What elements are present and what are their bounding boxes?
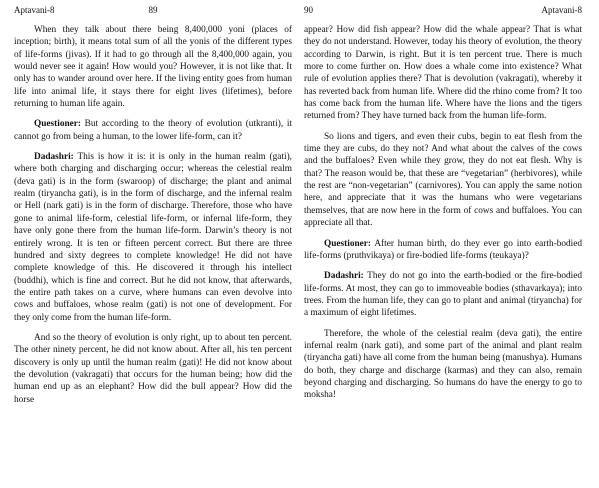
- right-page-header: [304, 5, 582, 19]
- answer-paragraph: [14, 151, 292, 324]
- question-text: But according to the theory of evolution (utkranti), it cannot go from being a human, to the lower life-form, can it?: [14, 119, 292, 142]
- answer-text: They do not go into the earth-bodied or the fire-bodied life-forms. At most, they can go to immoveable bodies (sthavarkaya); into trees. From the human life, they can go to plant and animal (tiryancha) for a maximum of eight lifetimes.: [304, 271, 582, 319]
- left-page-header: [14, 5, 292, 19]
- question-text: After human birth, do they ever go into earth-bodied life-forms (pruthvikaya) or fire-bodied life-forms (teukaya)?: [304, 238, 582, 261]
- left-header-title: Aptavani-8: [14, 5, 55, 15]
- questioner-label: Questioner:: [34, 119, 81, 130]
- dadashri-label: Dadashri:: [34, 152, 74, 163]
- left-page: [14, 0, 292, 488]
- paragraph: appear? How did fish appear? How did the whale appear? That is what they do not understand. However, today his theory of evolution, the theory according to Darwin, is right. But it is ten percent true. There is much more to come further on. How does a whale come into existence? What rule of evolution applies there? That is devolution (vakragati), whereby it has reverted back from human life. Where did the rhino come from? It too has come back from the human life. Where have the lions and the tigers returned from? They have turned back from the human life-form.: [304, 25, 582, 122]
- answer-text: This is how it is: it is only in the human realm (gati), where both charging and discharging occur; whereas the celestial realm (deva gati) is in the form (swaroop) of discharge; the plant and animal realm (tiryancha gati), is in the form of discharge, and the infernal realm or Hell (nark gati) is in the form of discharge. Therefore, those who have gone to animal life-form, celestial life-form, or infernal life-form, they have only gone there from the human life-form. Darwin’s theory is not entirely wrong. It is ten or fifteen percent correct. But there are three hundred and sixty degrees to complete knowledge! He did not have complete knowledge of this. He discovered it through his intellect (buddhi), which is fine and correct. But he did not know, that afterwards, the entire path takes on a curve, where humans can even devolve into cows and buffaloes, whose realm (gati) is not one of development. For they only come from the human life-form.: [14, 152, 292, 323]
- paragraph: Therefore, the whole of the celestial realm (deva gati), the entire infernal realm (nark gati), and some part of the animal and plant realm (tiryancha gati) have all come from the human being (manushya). Humans do both, they charge and discharge (karmas) and they can also, remain beyond charging and discharging. So humans do have the energy to go to moksha!: [304, 328, 582, 401]
- questioner-label: Questioner:: [324, 238, 371, 249]
- paragraph: When they talk about there being 8,400,000 yoni (places of inception; birth), it means total sum of all the yonis of the different types of life-forms (jivas). If it had to go through all the 8,400,000 again, you would never see it again! How would you? However, it is not like that. It only has to wander around over here. If the living entity goes from human life into animal life, it stays there for eight lives (lifetimes), before returning to human life again.: [14, 25, 292, 110]
- right-page: [304, 0, 582, 488]
- paragraph: And so the theory of evolution is only right, up to about ten percent. The other ninety percent, he did not know about. After all, his ten percent discovery is only up until the human realm (gati)! He did not know about the devolution (vakragati) that occurs for the human being; how did the human end up as an elephant? How did the bull appear? How did the horse: [14, 332, 292, 405]
- paragraph: So lions and tigers, and even their cubs, begin to eat flesh from the time they are cubs, do they not? And what about the calves of the cows and the buffaloes? Even while they grow, they do not eat flesh. Why is that? The reason would be, that these are “vegetarian” (herbivores), while the rest are “non-vegetarian” (carnivores). You can apply the same notion here, and appreciate that it was the humans who were vegetarians themselves, that are now here in the form of cows and buffaloes. You can appreciate all that.: [304, 131, 582, 229]
- dadashri-label: Dadashri:: [324, 271, 364, 282]
- answer-paragraph: [304, 270, 582, 319]
- left-page-body: [14, 24, 292, 406]
- right-page-number: 90: [304, 5, 313, 15]
- question-paragraph: [14, 118, 292, 143]
- right-header-title: Aptavani-8: [541, 5, 582, 15]
- right-page-body: [304, 24, 582, 402]
- question-paragraph: [304, 238, 582, 263]
- left-page-number: 89: [148, 5, 158, 15]
